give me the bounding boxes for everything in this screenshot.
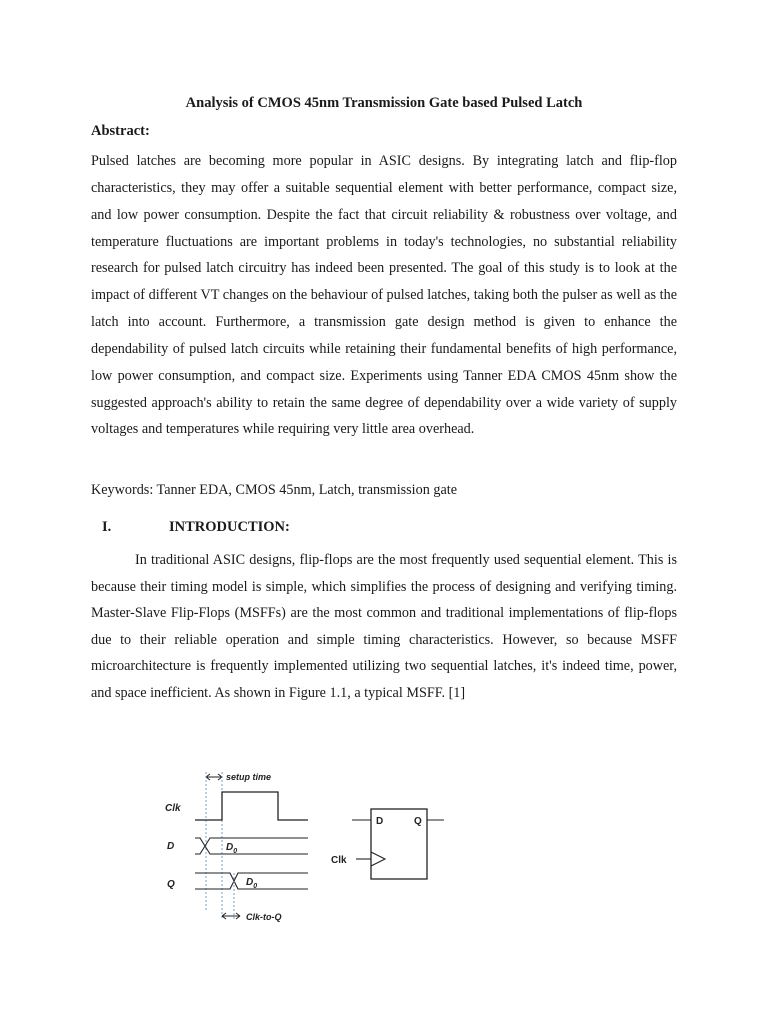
introduction-paragraph: In traditional ASIC designs, flip-flops are the most frequently used sequential element. This is because their timing model is simple, which simplifies the process of designing and verifying timing. Master-Slave Flip-Flops (MSFFs) are the most common and traditional implementations of flip-flops due to their reliable operation and simple timing characteristics. However, so because MSFF microarchitecture is frequently implemented utilizing two sequential latches, it's indeed time, power, and space inefficient. As shown in Figure 1.1, a typical MSFF. [1]	[91, 552, 677, 701]
ff-d-pin-label: D	[376, 816, 384, 827]
d-waveform-bottom	[195, 838, 308, 854]
clk-signal-label: Clk	[165, 803, 181, 814]
clk-waveform	[195, 792, 308, 820]
ff-q-pin-label: Q	[414, 816, 422, 827]
section-number: I.	[102, 519, 112, 535]
d0-label-q: $D_0$	[246, 877, 258, 890]
q-signal-label: Q	[167, 879, 175, 890]
ff-clk-label: Clk	[331, 855, 347, 866]
msff-timing-figure	[160, 760, 460, 940]
d-waveform-top	[195, 838, 308, 854]
abstract-paragraph: Pulsed latches are becoming more popular in ASIC designs. By integrating latch and flip-flop characteristics, they may offer a suitable sequential element with better performance, compact size, and low power consumption. Despite the fact that circuit reliability & robustness over voltage, and temperature fluctuations are important problems in today's technologies, no substantial reliability research for pulsed latch circuitry has indeed been presented. The goal of this study is to look at the impact of different VT changes on the behaviour of pulsed latches, taking both the pulser as well as the latch into account. Furthermore, a transmission gate design method is given to enhance the dependability of pulsed latch circuits while retaining their fundamental benefits of high performance, low power consumption, and compact size. Experiments using Tanner EDA CMOS 45nm show the suggested approach's ability to retain the same degree of dependability over a wide variety of supply voltages and temperatures while requiring very little area overhead.	[91, 153, 677, 438]
section-title: INTRODUCTION:	[169, 519, 290, 535]
d0-label-d: $D_0$	[226, 842, 238, 855]
clk-to-q-label: Clk-to-Q	[246, 912, 282, 922]
setup-time-label: setup time	[226, 772, 272, 782]
keywords-line: Keywords: Tanner EDA, CMOS 45nm, Latch, transmission gate	[91, 482, 457, 498]
d-signal-label: D	[167, 841, 175, 852]
abstract-heading: Abstract:	[91, 123, 150, 139]
section-heading-introduction	[91, 519, 290, 536]
paper-title: Analysis of CMOS 45nm Transmission Gate based Pulsed Latch	[185, 95, 583, 111]
